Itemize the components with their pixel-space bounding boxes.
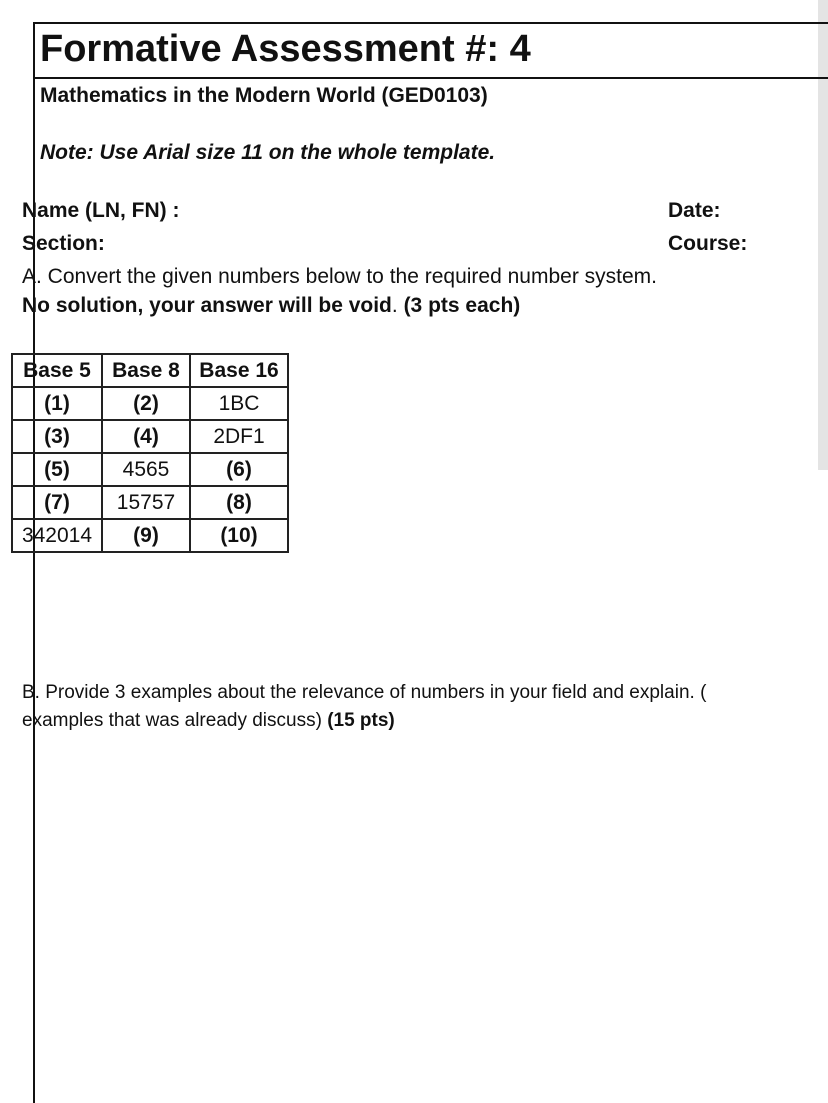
table-cell: 15757 <box>102 486 190 519</box>
table-cell: (1) <box>12 387 102 420</box>
table-cell: (4) <box>102 420 190 453</box>
table-cell: 4565 <box>102 453 190 486</box>
part-a-warning <box>22 294 520 318</box>
header-base-8: Base 8 <box>102 354 190 387</box>
course-field-label: Course: <box>668 232 748 255</box>
part-a-instruction: A. Convert the given numbers below to the required number system. <box>22 265 657 288</box>
table-row <box>12 387 288 420</box>
table-row <box>12 420 288 453</box>
part-b-instruction: B. Provide 3 examples about the relevance of numbers in your field and explain. ( <box>22 682 707 703</box>
table-cell: 1BC <box>190 387 288 420</box>
conversion-table <box>11 353 289 553</box>
table-cell: (2) <box>102 387 190 420</box>
course-subtitle: Mathematics in the Modern World (GED0103) <box>40 84 488 107</box>
part-b-text: examples that was already discuss) <box>22 710 328 731</box>
page-title: Formative Assessment #: 4 <box>40 28 531 70</box>
section-field-label: Section: <box>22 232 105 255</box>
name-field-label: Name (LN, FN) : <box>22 199 180 222</box>
table-cell: (7) <box>12 486 102 519</box>
date-field-label: Date: <box>668 199 721 222</box>
header-base-16: Base 16 <box>190 354 288 387</box>
table-cell: 2DF1 <box>190 420 288 453</box>
table-row <box>12 519 288 552</box>
part-a-separator: . <box>391 294 404 317</box>
left-margin-line <box>33 22 35 1103</box>
part-b-instruction-continued <box>22 710 395 732</box>
table-cell: (5) <box>12 453 102 486</box>
template-note: Note: Use Arial size 11 on the whole template. <box>40 141 496 164</box>
table-cell: (8) <box>190 486 288 519</box>
title-border-line <box>33 77 828 79</box>
header-base-5: Base 5 <box>12 354 102 387</box>
table-cell: (10) <box>190 519 288 552</box>
table-cell: 342014 <box>12 519 102 552</box>
table-cell: (6) <box>190 453 288 486</box>
table-row <box>12 453 288 486</box>
part-a-points: (3 pts each) <box>403 294 521 317</box>
scrollbar-track[interactable] <box>818 0 828 470</box>
table-header-row <box>12 354 288 387</box>
part-a-warning-text: No solution, your answer will be void <box>22 294 392 317</box>
part-b-points: (15 pts) <box>327 710 395 731</box>
top-border-line <box>33 22 828 24</box>
table-row <box>12 486 288 519</box>
table-cell: (9) <box>102 519 190 552</box>
table-cell: (3) <box>12 420 102 453</box>
